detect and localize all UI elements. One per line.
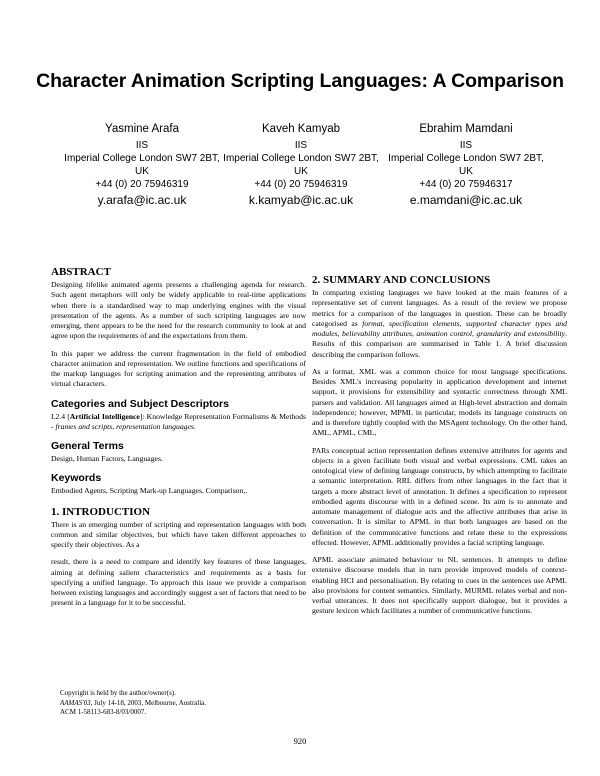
- author-phone: +44 (0) 20 75946317: [419, 179, 513, 190]
- categories-text: I.2.4 [Artificial Intelligence]: Knowledge Representation Formalisms & Methods - frames and scripts, representation languages.: [51, 411, 306, 431]
- summary-paragraph: APML associate animated behaviour to NL sentences. It attempts to define extensive discourse models that in turn provide improved models of context-enabling HCI and personalisation. By relating to cues in the sentences use APML also provisions for content semantics. Similarly, MURML relates verbal and non-verbal utterances. It does not specifically support dialogue, but it provides a gesture lexicon which facilitates a number of communicative functions.: [312, 555, 567, 616]
- page-number: 920: [293, 736, 307, 746]
- summary-paragraph: In comparing existing languages we have looked at the main features of a representative set of current languages. As a result of the review we propose metrics for a comparison of the languages in question. These can be broadly categorised as format, specification elements, supported character types and modules, believability attributes, animation control, granularity and extensibility. Results of this comparison are summarised in Table 1. A brief discussion describing the comparison follows.: [312, 288, 567, 359]
- author-email[interactable]: e.mamdani@ic.ac.uk: [409, 193, 523, 207]
- copyright-line: AAMAS'03, July 14-18, 2003, Melbourne, Australia.: [60, 698, 207, 707]
- author-name: Kaveh Kamyab: [262, 123, 340, 135]
- keywords-heading: Keywords: [51, 472, 102, 485]
- author-address: Imperial College London SW7 2BT,: [223, 153, 379, 164]
- author-country: UK: [135, 166, 149, 177]
- copyright-line: Copyright is held by the author/owner(s).: [60, 689, 176, 697]
- paper-title: Character Animation Scripting Languages: A Comparison: [36, 70, 564, 92]
- author-dept: IIS: [135, 140, 149, 151]
- abstract-paragraph: In this paper we address the current fragmentation in the field of embodied character animation and representation. We outline functions and specifications of the markup languages for scripting animation and the representing attributes of virtual characters.: [51, 348, 306, 389]
- author-phone: +44 (0) 20 75946319: [254, 179, 348, 190]
- left-column: [51, 266, 306, 616]
- categories-heading: Categories and Subject Descriptors: [51, 397, 229, 410]
- introduction-paragraph: There is an emerging number of scripting and representation languages with both common and similar objectives, but which have taken different approaches to specify their objectives. As a: [51, 519, 306, 549]
- author-address: Imperial College London SW7 2BT,: [388, 153, 544, 164]
- author-dept: IIS: [294, 140, 308, 151]
- summary-heading: 2. SUMMARY AND CONCLUSIONS: [312, 274, 491, 286]
- summary-paragraph: As a format, XML was a common choice for most language specifications. Besides XML's increasing popularity in application development and internet support, it provisions for extensibility and syntactic correctness through XML parsers and validation. All languages aimed at High-level abstraction and domain independence; however, MPML in particular, models its language constructs on and is therefore tightly coupled with the MSAgent technology. On the other hand, AML, APML, CML,: [312, 366, 567, 438]
- author-name: Yasmine Arafa: [105, 123, 179, 135]
- author-phone: +44 (0) 20 75946319: [95, 179, 189, 190]
- introduction-heading: 1. INTRODUCTION: [51, 505, 151, 518]
- author-block: [216, 122, 386, 208]
- author-name: Ebrahim Mamdani: [419, 123, 513, 135]
- right-column: [312, 274, 567, 624]
- copyright-line: ACM 1-58113-683-8/03/0007.: [60, 708, 147, 717]
- author-email[interactable]: k.kamyab@ic.ac.uk: [248, 193, 354, 207]
- abstract-paragraph: Designing lifelike animated agents presents a challenging agenda for research. Such agent metaphors will only be widely applicable to real-time applications when there is a standardised way to map underlying engines with the visual presentation of the agents. As a number of such scripting languages are now emerging, there appears to be the need for the research community to look at and agree upon the requirements of and the expectations from them.: [51, 280, 306, 341]
- copyright-notice: [60, 689, 300, 718]
- abstract-heading: ABSTRACT: [51, 266, 111, 278]
- summary-paragraph: PARs conceptual action representation defines extensive attributes for agents and objects in a given facilitate both visual and verbal expressions. CML takes an ontological view of defining language constructs, by which attempting to facilitate a semantic interpretation. RRL differs from other languages in the fact that it targets a more abstract level of annotation. It defines a specification to represent embodied agents discourse with in a defined scene. Its aim is to annotate and automate management of dialogue acts and the affective attributes that arise in conversation. It is similar to APML in that both languages are based on the definition of the communicative functions and relate these to the expressions effected. However, APML additionally provides a facial scripting language.: [312, 445, 567, 547]
- general-terms-heading: General Terms: [51, 440, 124, 452]
- introduction-paragraph: result, there is a need to compare and identify key features of these languages, aiming at defining salient characteristics and requirements as a basis for specifying a unified language. To approach this issue we provide a comparison between existing languages and accordingly suggest a set of factors that need to be present in a language for it to be successful.: [51, 557, 306, 608]
- keywords-text: Embodied Agents, Scripting Mark-up Languages, Comparison,.: [51, 486, 248, 496]
- author-country: UK: [459, 166, 473, 177]
- author-country: UK: [294, 166, 308, 177]
- author-block: [381, 122, 551, 208]
- author-dept: IIS: [459, 140, 473, 151]
- author-block: [57, 122, 227, 208]
- author-address: Imperial College London SW7 2BT,: [64, 153, 220, 164]
- general-terms-text: Design, Human Factors, Languages.: [51, 454, 163, 463]
- author-email[interactable]: y.arafa@ic.ac.uk: [97, 193, 187, 207]
